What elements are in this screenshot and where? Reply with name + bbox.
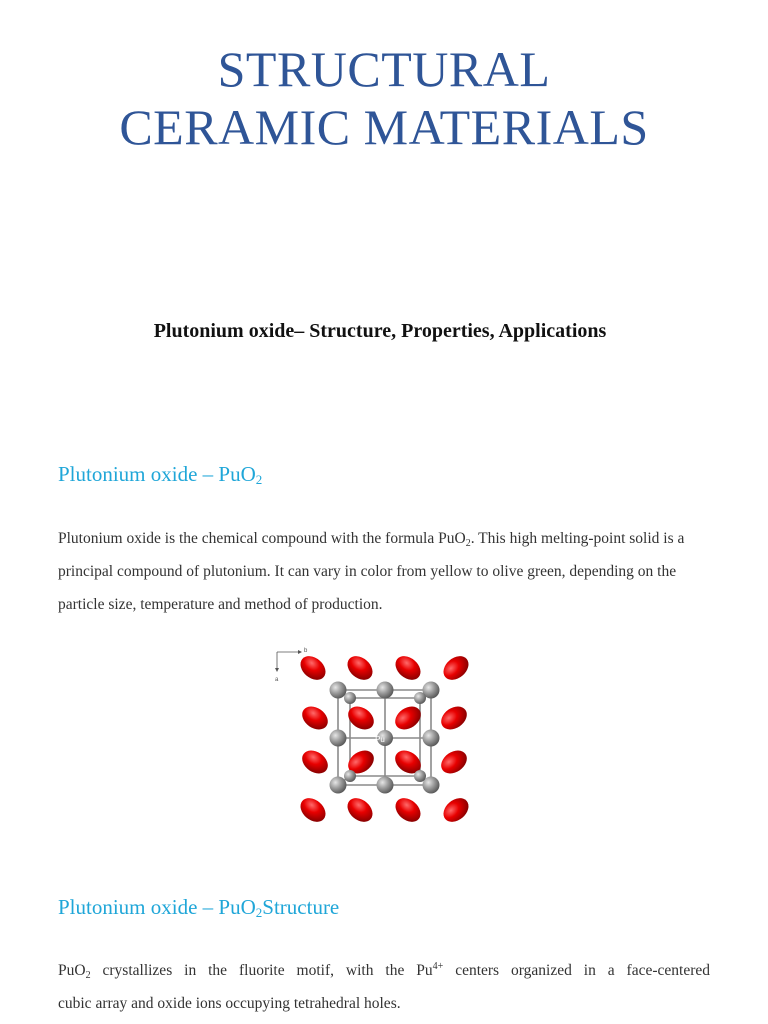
plutonium-atom <box>414 770 426 782</box>
paragraph-line-2: cubic array and oxide ions occupying tetrahedral holes. <box>58 995 401 1012</box>
heading-subscript: 2 <box>255 905 263 920</box>
plutonium-atom <box>330 777 347 794</box>
oxygen-atom <box>391 793 425 826</box>
plutonium-atom <box>414 692 426 704</box>
oxygen-atom <box>439 651 473 684</box>
crystal-structure-svg <box>268 640 478 830</box>
oxygen-atom <box>298 746 332 778</box>
section-heading-structure <box>58 894 339 920</box>
paragraph-superscript: 4+ <box>432 961 444 972</box>
paragraph-subscript: 2 <box>465 538 471 549</box>
title-line-1: STRUCTURAL <box>217 41 551 97</box>
heading-text: Plutonium oxide – PuO <box>58 895 256 919</box>
plutonium-atom <box>377 682 394 699</box>
axis-label-b: b <box>304 648 308 654</box>
paragraph-text-1: PuO <box>58 962 86 979</box>
plutonium-atom <box>330 682 347 699</box>
oxygen-atom <box>298 702 332 734</box>
heading-suffix: Structure <box>262 895 340 919</box>
plutonium-atom <box>344 770 356 782</box>
section-heading-formula <box>58 461 262 487</box>
paragraph-structure <box>58 954 710 1020</box>
oxygen-atom <box>391 651 425 684</box>
plutonium-atom <box>344 692 356 704</box>
oxygen-atom <box>296 651 330 684</box>
title-line-2: CERAMIC MATERIALS <box>119 99 649 155</box>
heading-subscript: 2 <box>255 472 263 487</box>
paragraph-text-1: Plutonium oxide is the chemical compound with the formula PuO <box>58 530 466 547</box>
oxygen-atom <box>437 702 471 734</box>
plutonium-atom <box>330 730 347 747</box>
oxygen-atom <box>344 702 378 734</box>
oxygen-atom <box>343 651 377 684</box>
oxygen-atom <box>296 793 330 826</box>
oxygen-atom <box>343 793 377 826</box>
paragraph-intro <box>58 522 710 621</box>
heading-text: Plutonium oxide – PuO <box>58 462 256 486</box>
plutonium-atom <box>423 730 440 747</box>
axis-label-a: a <box>275 677 279 683</box>
document-subtitle: Plutonium oxide– Structure, Properties, Applications <box>153 320 607 342</box>
center-atom-label: Pu <box>375 735 385 744</box>
document-title <box>0 40 768 156</box>
plutonium-atom <box>377 777 394 794</box>
crystal-structure-figure <box>268 640 478 830</box>
paragraph-text-3: centers organized in a face-centered <box>443 962 711 979</box>
paragraph-line-1 <box>58 954 710 987</box>
paragraph-subscript: 2 <box>85 970 91 981</box>
oxygen-atom <box>439 793 473 826</box>
paragraph-text-2: crystallizes in the fluorite motif, with the Pu <box>90 962 433 979</box>
oxygen-atom <box>437 746 471 778</box>
paragraph-text-2: . This high melting-point solid is a principal compound of plutonium. It can vary in color from yellow to olive green, depending on the particle size, temperature and method of production. <box>58 530 685 613</box>
